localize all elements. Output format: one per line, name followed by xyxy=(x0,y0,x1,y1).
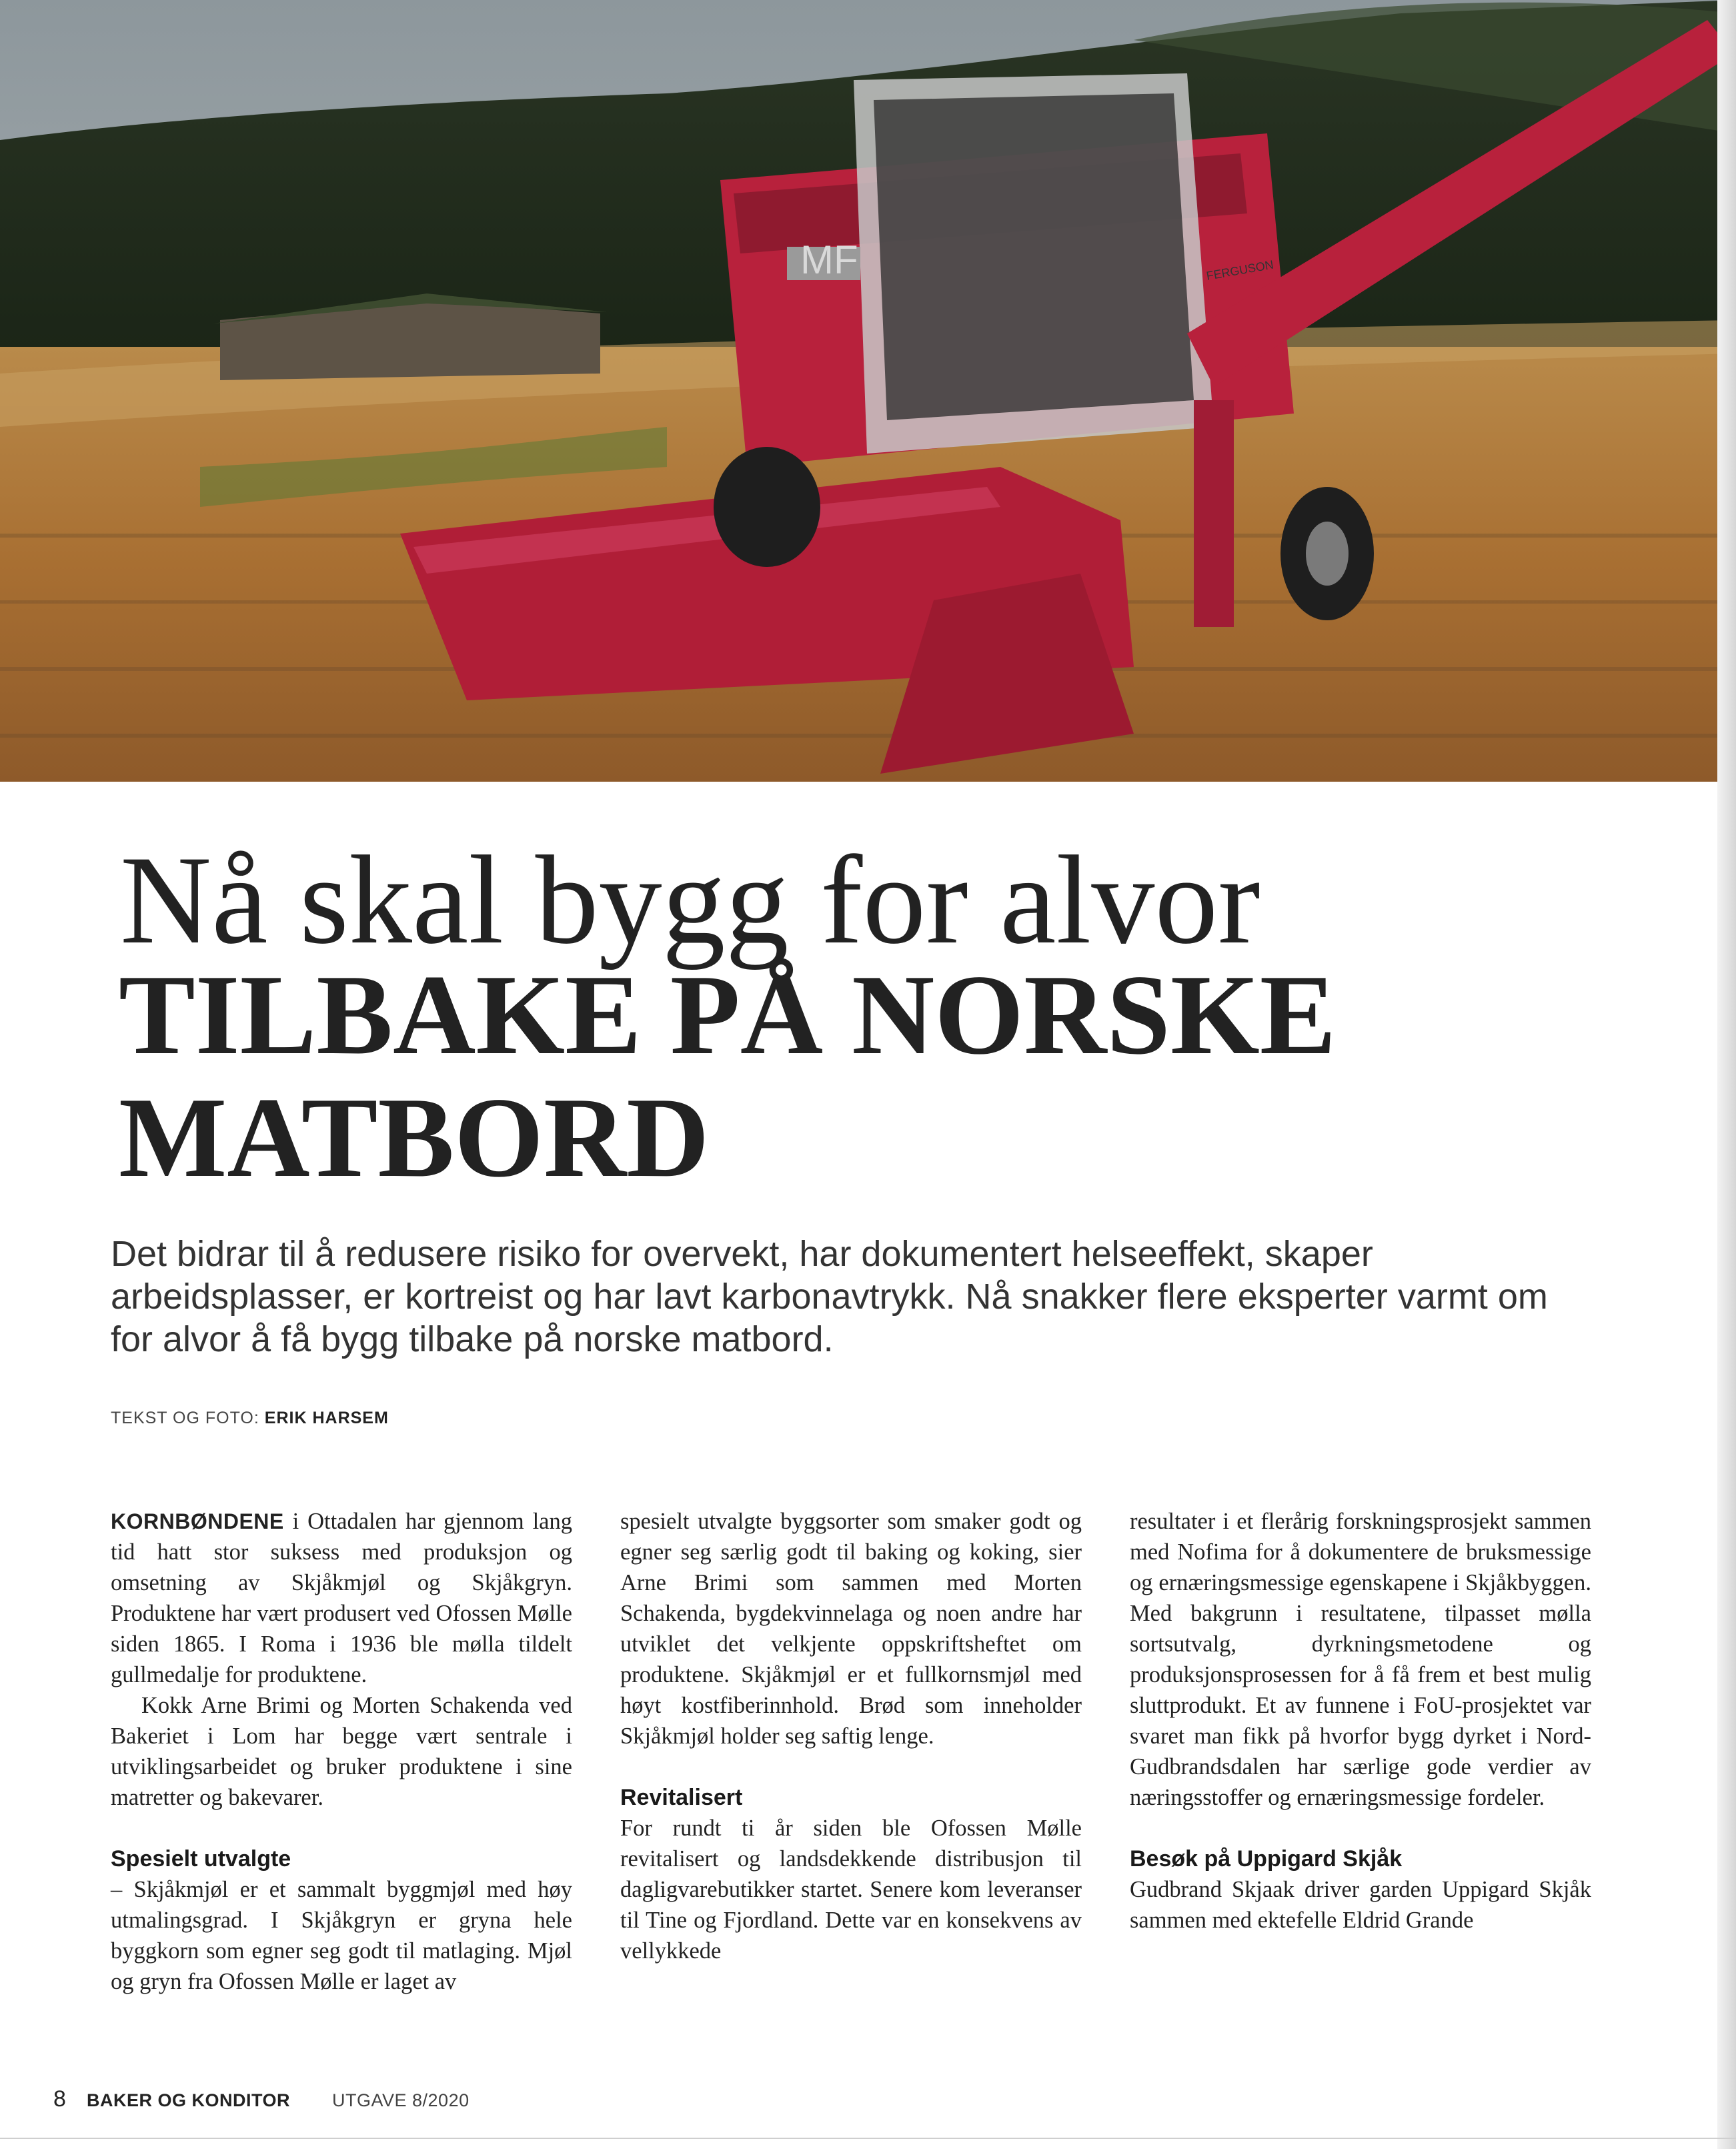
subheading: Revitalisert xyxy=(620,1785,743,1810)
paragraph: Gudbrand Skjaak driver garden Uppigard Skjåk sammen med ektefelle Eldrid Grande xyxy=(1130,1877,1591,1933)
svg-text:FERGUSON: FERGUSON xyxy=(1205,257,1275,283)
headline-line2: TILBAKE PÅ NORSKE xyxy=(119,952,1337,1079)
lead-in-word: KORNBØNDENE xyxy=(111,1509,284,1533)
paragraph: – Skjåkmjøl er et sammalt byggmjøl med høy utmalingsgrad. I Skjåkgryn er gryna hele byggkorn som egner seg godt til matlaging. Mjøl og gryn fra Ofossen Mølle er laget av xyxy=(111,1877,572,1994)
article-column-2 xyxy=(620,1506,1082,1966)
article-column-1 xyxy=(111,1506,572,1997)
combine-harvester-photo xyxy=(0,0,1736,782)
paragraph-text: i Ottadalen har gjennom lang tid hatt stor suksess med produksjon og omsetning av Skjåkmjøl og Skjåkgryn. Produktene har vært produsert ved Ofossen Mølle siden 1865. I Roma i 1936 ble mølla tildelt gullmedalje for produktene. xyxy=(111,1509,572,1687)
magazine-name: BAKER OG KONDITOR xyxy=(87,2090,291,2110)
byline-label: TEKST OG FOTO: xyxy=(111,1409,259,1427)
headline-main xyxy=(119,954,1653,1199)
svg-text:MF: MF xyxy=(800,237,858,282)
paragraph: resultater i et flerårig forskningsprosjekt sammen med Nofima for å dokumentere de bruksmessige og ernæringsmessige egenskapene i Skjåkbyggen. Med bakgrunn i resultatene, tilpasset mølla sortsutvalg, dyrkningsmetodene og produksjonsprosessen for å få frem et best mulig sluttprodukt. Et av funnene i FoU-prosjektet var svaret man fikk på hvorfor bygg dyrket i Nord-Gudbrandsdalen har særlige gode verdier av næringsstoffer og ernæringsmessige fordeler. xyxy=(1130,1509,1591,1810)
byline xyxy=(111,1409,911,1428)
page-footer xyxy=(53,2086,854,2113)
article-column-3 xyxy=(1130,1506,1591,1936)
paragraph: Kokk Arne Brimi og Morten Schakenda ved Bakeriet i Lom har begge vært sentrale i utviklingsarbeidet og bruker produktene i sine matretter og bakevarer. xyxy=(111,1693,572,1810)
byline-author: ERIK HARSEM xyxy=(264,1409,389,1427)
subheading: Besøk på Uppigard Skjåk xyxy=(1130,1846,1403,1872)
paragraph xyxy=(111,1506,572,1690)
subheading: Spesielt utvalgte xyxy=(111,1846,291,1872)
headline-line3: MATBORD xyxy=(119,1074,710,1201)
lead-paragraph: Det bidrar til å redusere risiko for overvekt, har dokumentert helseeffekt, skaper arbeidsplasser, er kortreist og har lavt karbonavtrykk. Nå snakker flere eksperter varmt om for alvor å få bygg tilbake på norske matbord. xyxy=(111,1234,1548,1359)
paragraph: spesielt utvalgte byggsorter som smaker godt og egner seg særlig godt til baking og koking, sier Arne Brimi som sammen med Morten Schakenda, bygdekvinnelaga og noen andre har utviklet det velkjente oppskriftsheftet om produktene. Skjåkmjøl er et fullkornsmjøl med høyt kostfiberinnhold. Brød som inneholder Skjåkmjøl holder seg saftig lenge. xyxy=(620,1509,1082,1749)
page-bottom-rule xyxy=(0,2138,1736,2139)
page-number: 8 xyxy=(53,2086,66,2112)
headline-line1: Nå skal bygg for alvor xyxy=(120,830,1260,970)
paragraph: For rundt ti år siden ble Ofossen Mølle revitalisert og landsdekkende distribusjon til dagligvarebutikker startet. Senere kom leveranser til Tine og Fjordland. Dette var en konsekvens av vellykkede xyxy=(620,1816,1082,1964)
page-edge-shadow xyxy=(1717,0,1736,2149)
issue-label: UTGAVE 8/2020 xyxy=(332,2090,470,2110)
